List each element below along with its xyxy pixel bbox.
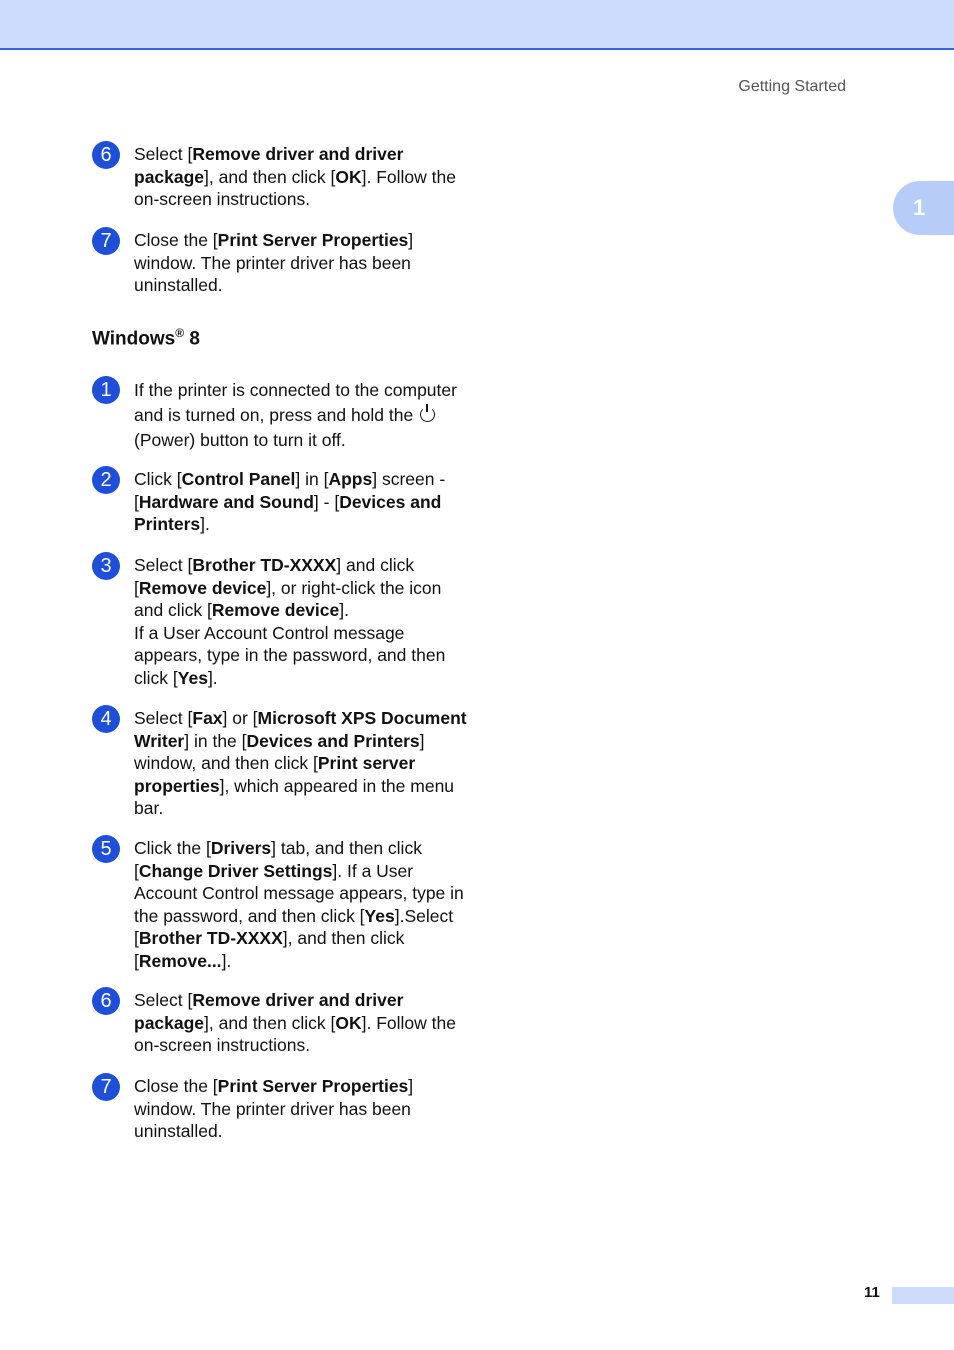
chapter-tab	[893, 181, 954, 235]
step-number-badge: 3	[92, 552, 120, 580]
step-number-badge: 2	[92, 466, 120, 494]
step-text: Click [Control Panel] in [Apps] screen - [Hardware and Sound] - [Devices and Printers].	[134, 469, 446, 534]
step-number-badge: 6	[92, 987, 120, 1015]
step-text: Close the [Print Server Properties] window. The printer driver has been uninstalled.	[134, 1076, 414, 1141]
step-number-badge: 7	[92, 1073, 120, 1101]
step-text: Close the [Print Server Properties] window. The printer driver has been uninstalled.	[134, 230, 414, 295]
page-number: 11	[864, 1284, 880, 1301]
step-number-badge: 4	[92, 705, 120, 733]
top-header-band	[0, 0, 954, 50]
step-text: Click the [Drivers] tab, and then click [Change Driver Settings]. If a User Account Control message appears, type in the password, and then click [Yes].Select [Brother TD-XXXX], and then click [Remove...].	[134, 838, 464, 971]
power-icon	[420, 407, 435, 422]
section-header-label: Getting Started	[738, 78, 846, 95]
step-number-badge: 1	[92, 376, 120, 404]
step-text: Select [Remove driver and driver package], and then click [OK]. Follow the on-screen instructions.	[134, 144, 456, 209]
step-text: Select [Brother TD-XXXX] and click [Remove device], or right-click the icon and click [Remove device]. If a User Account Control message appears, type in the password, and then click [Yes].	[134, 555, 446, 688]
step-text: Select [Remove driver and driver package], and then click [OK]. Follow the on-screen instructions.	[134, 990, 456, 1055]
windows8-heading: Windows® 8	[92, 326, 200, 350]
step-number-badge: 6	[92, 141, 120, 169]
step-text: If the printer is connected to the computer and is turned on, press and hold the (Power) button to turn it off.	[134, 380, 457, 450]
chapter-number: 1	[913, 195, 926, 220]
step-text: Select [Fax] or [Microsoft XPS Document Writer] in the [Devices and Printers] window, and then click [Print server properties], which appeared in the menu bar.	[134, 708, 467, 818]
step-number-badge: 7	[92, 227, 120, 255]
step-number-badge: 5	[92, 835, 120, 863]
page-footer-band	[892, 1287, 954, 1304]
